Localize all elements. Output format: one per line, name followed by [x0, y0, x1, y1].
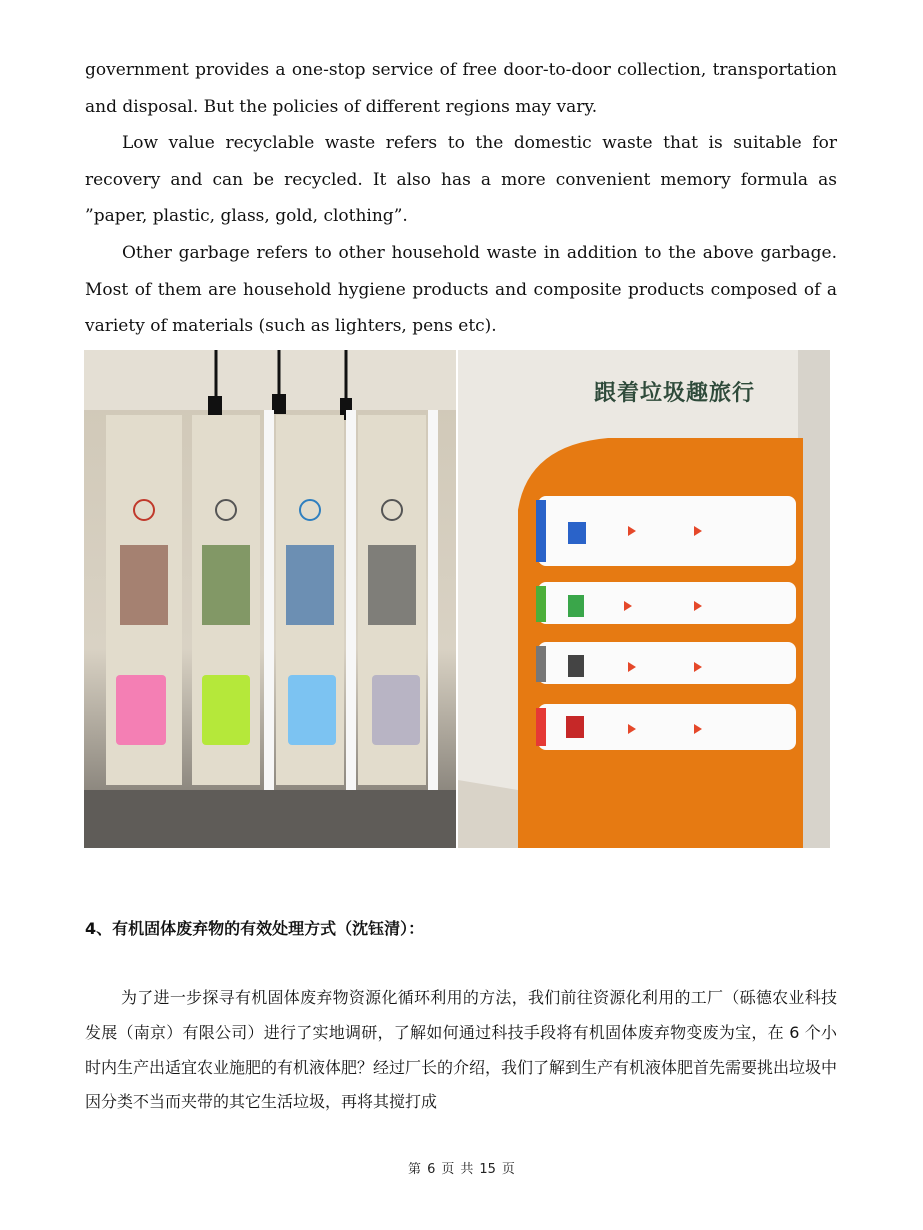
- footer-gong: 共: [460, 1162, 474, 1177]
- section-body: 为了进一步探寻有机固体废弃物资源化循环利用的方法，我们前往资源化利用的工厂（砾德农业科技发展（南京）有限公司）进行了实地调研，了解如何通过科技手段将有机固体废弃物变废为宝，在 6 个小时内生产出适宜农业施肥的有机液体肥？经过厂长的介绍，我们了解到生产有机液体肥首先需要挑出垃圾中因分类不当而夹带的其它生活垃圾，再将其搅打成: [85, 988, 838, 1112]
- paragraph-1: government provides a one-stop service of free door-to-door collection, transportation and disposal. But the policies of different regions may vary.: [85, 60, 837, 117]
- footer-ye2: 页: [501, 1162, 515, 1177]
- garbage-journey-illustration: [458, 350, 830, 848]
- photo-garbage-journey-display: [458, 350, 830, 848]
- display-sign-title: 跟着垃圾趣旅行: [594, 381, 756, 406]
- footer-di: 第: [408, 1162, 422, 1177]
- footer-page-number: 6: [427, 1162, 436, 1177]
- footer-total-pages: 15: [479, 1162, 496, 1177]
- section-heading: 4、有机固体废弃物的有效处理方式（沈钰清）：: [85, 919, 425, 938]
- paragraph-3: Other garbage refers to other household waste in addition to the above garbage. Most of them are household hygiene products and composite products composed of a variety of materials (such as lighters, pens etc).: [85, 243, 837, 336]
- photo-sorting-bins: [84, 350, 456, 848]
- footer-ye: 页: [441, 1162, 455, 1177]
- page-footer: [0, 1158, 923, 1177]
- sorting-bins-illustration: [84, 350, 456, 848]
- paragraph-2: Low value recyclable waste refers to the domestic waste that is suitable for recovery and can be recycled. It also has a more convenient memory formula as ”paper, plastic, glass, gold, clothing”.: [85, 133, 837, 226]
